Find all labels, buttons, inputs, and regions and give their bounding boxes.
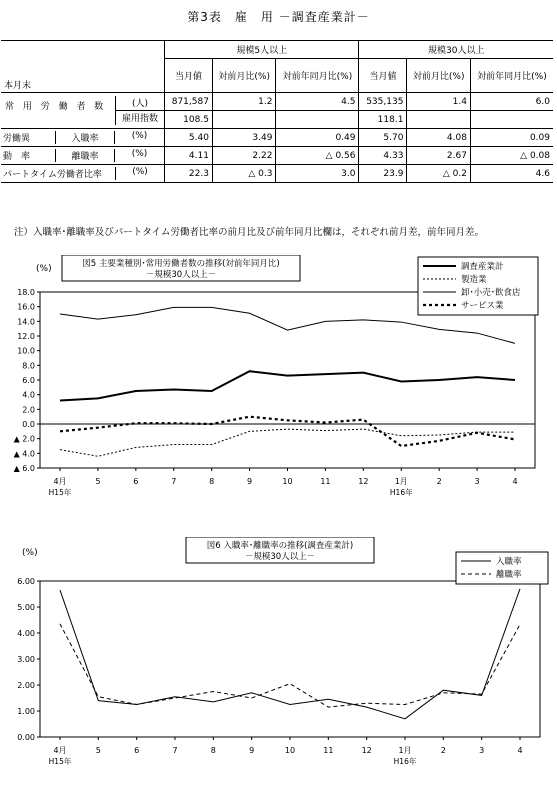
x-tick-label: 7 bbox=[171, 477, 177, 486]
x-tick-label: 9 bbox=[247, 477, 253, 486]
table-cell: 5.70 bbox=[359, 129, 407, 147]
x-tick-label: 2 bbox=[436, 477, 442, 486]
x-tick-label: 5 bbox=[95, 477, 101, 486]
page-title: 第3表 雇 用 －調査産業計－ bbox=[187, 10, 370, 24]
x-tick-label: 5 bbox=[95, 746, 101, 755]
series-line-3 bbox=[60, 417, 515, 446]
table-note: 注）入職率･離職率及びパートタイム労働者比率の前月比及び前年同月比欄は，それぞれ前月差，前年同月差。 bbox=[14, 227, 485, 238]
series-line-1 bbox=[60, 429, 515, 456]
table-cell: 4.5 bbox=[276, 93, 359, 111]
group-header-30: 規模30人以上 bbox=[359, 41, 553, 59]
row-sub-label: 雇用指数 bbox=[121, 114, 158, 124]
col-current: 当月値 bbox=[165, 59, 213, 93]
x-tick-label: 12 bbox=[361, 746, 372, 755]
table-cell: 3.0 bbox=[276, 165, 359, 183]
table-cell: 3.49 bbox=[212, 129, 276, 147]
chart-subtitle: －規模30人以上－ bbox=[145, 270, 217, 280]
col-yoy: 対前年同月比(%) bbox=[276, 59, 359, 93]
col-mom: 対前月比(%) bbox=[212, 59, 276, 93]
col-yoy: 対前年同月比(%) bbox=[470, 59, 553, 93]
table-row bbox=[1, 147, 553, 165]
legend-label: 卸･小売･飲食店 bbox=[461, 288, 521, 298]
y-tick-label: 6.0 bbox=[22, 376, 35, 385]
table-cell: 4.08 bbox=[407, 129, 471, 147]
legend-label: 調査産業計 bbox=[461, 262, 504, 272]
row-unit: (%) bbox=[114, 131, 164, 144]
table-cell: 0.49 bbox=[276, 129, 359, 147]
table-cell: 118.1 bbox=[359, 111, 407, 129]
y-tick-label: 10.0 bbox=[17, 346, 35, 356]
x-tick-label: 6 bbox=[134, 746, 140, 755]
x-tick-sublabel: H15年 bbox=[48, 757, 72, 766]
legend-label: 離職率 bbox=[496, 570, 522, 580]
plot-area bbox=[40, 581, 540, 737]
table-cell: 4.6 bbox=[470, 165, 553, 183]
table-cell: 23.9 bbox=[359, 165, 407, 183]
table-cell: △ 0.2 bbox=[407, 165, 471, 183]
y-tick-label: 1.00 bbox=[17, 707, 35, 716]
x-tick-label: 4月 bbox=[53, 477, 67, 486]
y-tick-label: 4.0 bbox=[22, 390, 35, 400]
row-label bbox=[1, 147, 165, 165]
row-sub-label: 離職率 bbox=[55, 149, 114, 162]
x-tick-label: 8 bbox=[209, 477, 215, 486]
x-tick-label: 4月 bbox=[53, 746, 67, 755]
y-tick-label: 2.0 bbox=[22, 405, 35, 415]
table-cell: 1.2 bbox=[212, 93, 276, 111]
employment-table bbox=[1, 40, 553, 183]
x-tick-sublabel: H16年 bbox=[389, 488, 413, 497]
row-label bbox=[1, 165, 165, 183]
table-cell: △ 0.08 bbox=[470, 147, 553, 165]
y-axis-label: (%) bbox=[22, 548, 38, 558]
x-tick-label: 1月 bbox=[394, 477, 408, 486]
y-tick-label: ▲ 6.0 bbox=[13, 464, 35, 473]
table-cell: 22.3 bbox=[165, 165, 213, 183]
table-cell: 6.0 bbox=[470, 93, 553, 111]
x-tick-label: 10 bbox=[282, 477, 293, 486]
row-unit: (人) bbox=[116, 96, 164, 111]
y-tick-label: 4.00 bbox=[17, 629, 35, 638]
x-tick-sublabel: H16年 bbox=[393, 757, 417, 766]
table-row bbox=[1, 93, 553, 111]
table-cell bbox=[470, 111, 553, 129]
row-unit: (%) bbox=[115, 167, 164, 180]
group-header-5: 規模5人以上 bbox=[165, 41, 359, 59]
col-mom: 対前月比(%) bbox=[407, 59, 471, 93]
table-cell bbox=[276, 111, 359, 129]
x-tick-label: 7 bbox=[172, 746, 178, 755]
y-tick-label: 8.0 bbox=[22, 361, 35, 371]
legend-label: サービス業 bbox=[461, 301, 504, 311]
y-tick-label: 5.00 bbox=[17, 603, 35, 612]
y-tick-label: ▲ 4.0 bbox=[13, 449, 35, 459]
y-tick-label: 12.0 bbox=[17, 332, 35, 341]
series-line-0 bbox=[60, 589, 520, 719]
series-line-0 bbox=[60, 371, 515, 400]
x-tick-label: 8 bbox=[210, 746, 216, 755]
x-tick-label: 11 bbox=[320, 477, 331, 486]
chart-fig5 bbox=[0, 255, 557, 505]
y-axis-label: (%) bbox=[36, 264, 52, 274]
table-cell: 108.5 bbox=[165, 111, 213, 129]
chart-title: 図6 入職率･離職率の推移(調査産業計) bbox=[206, 541, 354, 551]
table-cell: 871,587 bbox=[165, 93, 213, 111]
row-sub-label: 入職率 bbox=[55, 131, 114, 144]
table-cell: 0.09 bbox=[470, 129, 553, 147]
y-tick-label: 6.00 bbox=[17, 577, 35, 586]
plot-area bbox=[40, 292, 535, 468]
table-cell bbox=[407, 111, 471, 129]
row-label bbox=[1, 93, 165, 129]
x-tick-label: 12 bbox=[358, 477, 369, 486]
x-tick-label: 1月 bbox=[398, 746, 412, 755]
col-current: 当月値 bbox=[359, 59, 407, 93]
table-row bbox=[1, 165, 553, 183]
table-cell: 4.11 bbox=[165, 147, 213, 165]
table-cell: △ 0.3 bbox=[212, 165, 276, 183]
table-cell bbox=[212, 111, 276, 129]
y-tick-label: 18.0 bbox=[17, 288, 35, 297]
row-label-text: 常 用 労 働 者 数 bbox=[5, 102, 107, 112]
y-tick-label: ▲ 2.0 bbox=[13, 434, 35, 444]
y-tick-label: 14.0 bbox=[17, 317, 35, 327]
table-header-label: 本月末 bbox=[1, 41, 165, 93]
row-label-text: 労働異 bbox=[3, 134, 31, 144]
x-tick-sublabel: H15年 bbox=[48, 488, 72, 497]
chart-subtitle: －規模30人以上－ bbox=[244, 552, 316, 562]
x-tick-label: 11 bbox=[323, 746, 334, 755]
x-tick-label: 6 bbox=[133, 477, 139, 486]
table-cell: 5.40 bbox=[165, 129, 213, 147]
legend-label: 製造業 bbox=[461, 275, 487, 285]
row-label-text: パートタイム労働者比率 bbox=[3, 170, 102, 180]
x-tick-label: 2 bbox=[440, 746, 446, 755]
y-tick-label: 0.00 bbox=[17, 733, 35, 742]
table-cell: 2.22 bbox=[212, 147, 276, 165]
series-line-1 bbox=[60, 624, 520, 707]
x-tick-label: 4 bbox=[517, 746, 523, 755]
table-row bbox=[1, 129, 553, 147]
x-tick-label: 3 bbox=[479, 746, 485, 755]
row-label bbox=[1, 129, 165, 147]
chart-fig6 bbox=[0, 537, 557, 777]
table-cell: 4.33 bbox=[359, 147, 407, 165]
table-cell: 2.67 bbox=[407, 147, 471, 165]
y-tick-label: 2.00 bbox=[17, 681, 35, 690]
table-cell: 535,135 bbox=[359, 93, 407, 111]
chart-title: 図5 主要業種別･常用労働者数の推移(対前年同月比) bbox=[82, 259, 280, 269]
x-tick-label: 4 bbox=[512, 477, 518, 486]
x-tick-label: 9 bbox=[249, 746, 255, 755]
y-tick-label: 3.00 bbox=[17, 655, 35, 664]
x-tick-label: 3 bbox=[474, 477, 480, 486]
row-unit: (%) bbox=[114, 149, 164, 162]
table-cell: △ 0.56 bbox=[276, 147, 359, 165]
y-tick-label: 16.0 bbox=[17, 302, 35, 312]
table-cell: 1.4 bbox=[407, 93, 471, 111]
x-tick-label: 10 bbox=[284, 746, 296, 755]
row-label-text: 動 率 bbox=[3, 152, 31, 162]
y-tick-label: 0.0 bbox=[22, 420, 35, 429]
legend-label: 入職率 bbox=[496, 557, 522, 567]
